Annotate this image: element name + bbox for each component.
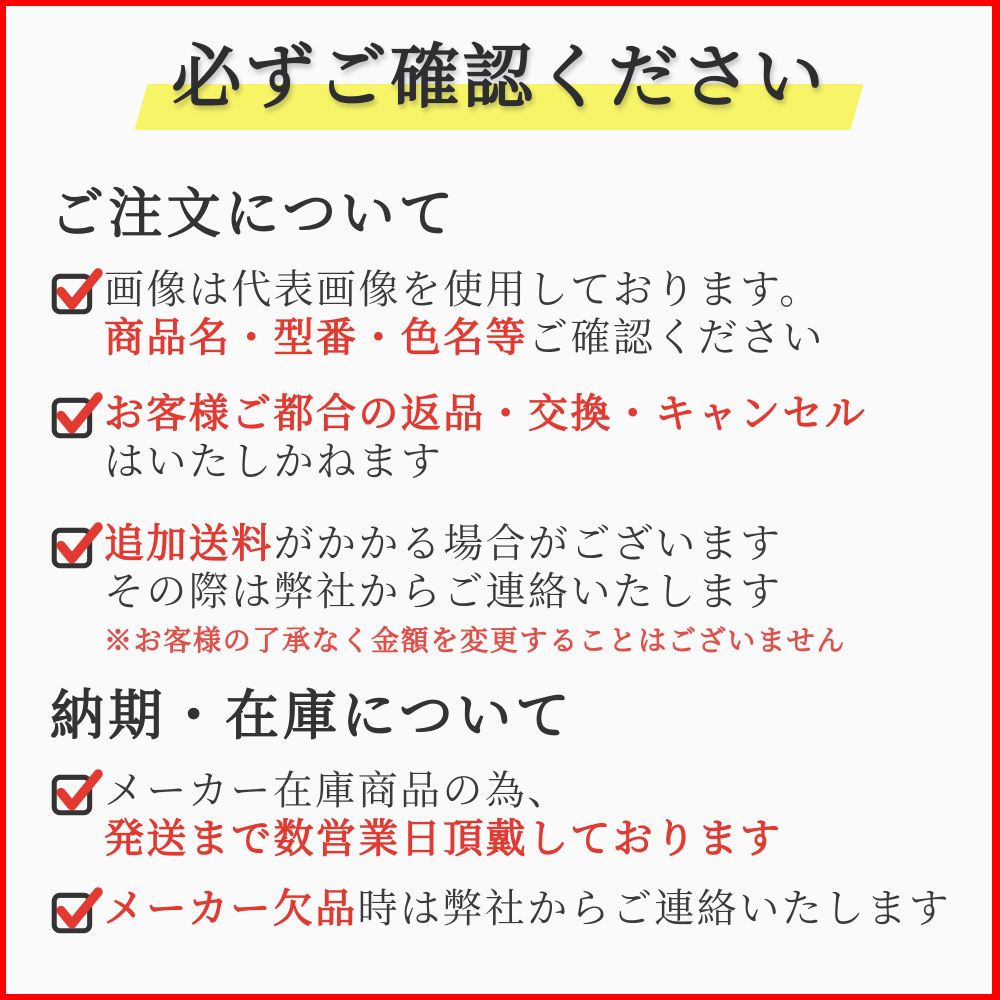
section-heading-delivery-stock: 納期・在庫について bbox=[50, 686, 574, 747]
price-change-note: ※お客様の了承なく金額を変更することはございません bbox=[104, 626, 847, 658]
item-text bbox=[104, 266, 825, 362]
text-segment-emphasis: お客様ご都合の返品・交換・キャンセル bbox=[104, 391, 868, 437]
text-segment: その際は弊社からご連絡いたします bbox=[104, 569, 783, 615]
checklist-item-maker-out-of-stock bbox=[50, 885, 952, 935]
checked-checkbox-icon bbox=[50, 267, 104, 316]
checklist-item-extra-shipping bbox=[50, 520, 948, 662]
text-segment: メーカー在庫商品の為、 bbox=[104, 768, 570, 814]
page-title: 必ずご確認ください bbox=[171, 40, 827, 117]
text-segment: はいたしかねます bbox=[104, 439, 444, 485]
checked-checkbox-icon bbox=[50, 521, 104, 570]
text-segment: がかかる場合がございます bbox=[273, 521, 783, 567]
text-segment: 画像は代表画像を使用しております。 bbox=[104, 267, 822, 313]
title-banner bbox=[50, 36, 948, 122]
text-segment-emphasis: 発送まで数営業日頂戴しております bbox=[104, 816, 783, 862]
checklist-item-no-returns bbox=[50, 390, 948, 486]
section-heading-order: ご注文について bbox=[50, 184, 458, 244]
text-segment-emphasis: 商品名・型番・色名等 bbox=[104, 315, 528, 361]
item-text bbox=[104, 520, 846, 662]
checklist-item-maker-stock bbox=[50, 767, 948, 863]
text-segment: ご確認ください bbox=[528, 315, 825, 361]
text-segment-emphasis: メーカー欠品 bbox=[104, 886, 358, 932]
checked-checkbox-icon bbox=[50, 768, 104, 817]
item-text bbox=[104, 767, 782, 863]
checked-checkbox-icon bbox=[50, 391, 104, 440]
checked-checkbox-icon bbox=[50, 886, 104, 935]
text-segment: 時は弊社からご連絡いたします bbox=[357, 886, 952, 932]
text-segment-emphasis: 追加送料 bbox=[104, 521, 274, 567]
checklist-item-representative-image bbox=[50, 266, 948, 362]
item-text bbox=[104, 390, 867, 486]
item-text bbox=[104, 885, 951, 933]
